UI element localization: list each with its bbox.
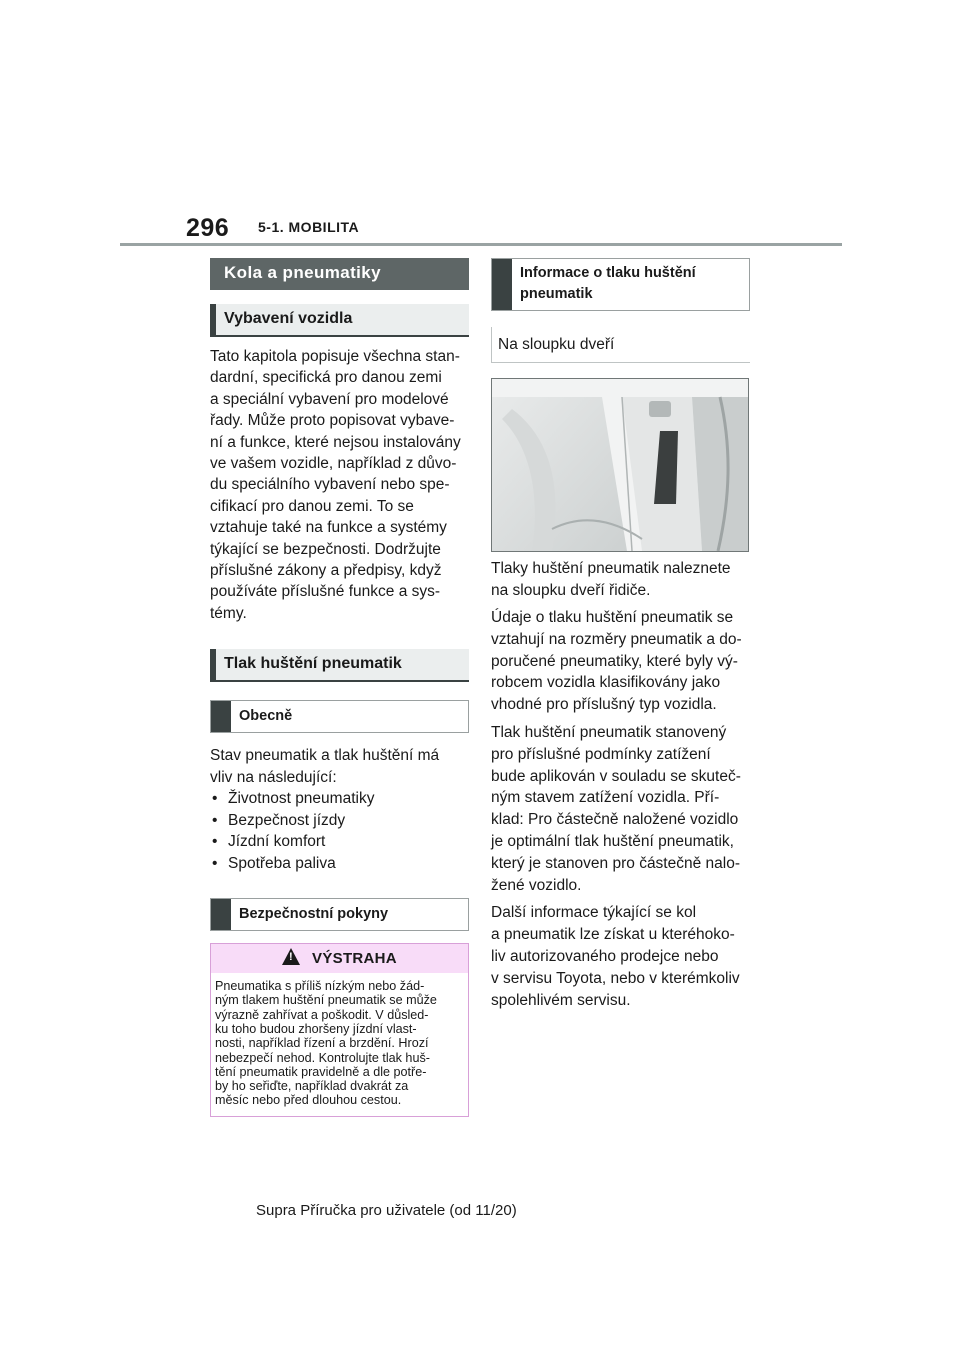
equipment-paragraph [210, 346, 469, 624]
text-line: vliv na následující: [210, 768, 337, 786]
text-line: ným tlakem huštění pneumatik se může [215, 993, 437, 1008]
list-item: • Spotřeba paliva [210, 853, 469, 875]
text-line: řady. Může proto popisovat vybave- [210, 412, 455, 430]
text-line: klad: Pro částečně naložené vozidlo [491, 811, 739, 829]
warning-title: VÝSTRAHA [312, 950, 397, 968]
text-line: nebezpečí nehod. Kontrolujte tlak huš- [215, 1050, 430, 1065]
text-line: bude aplikován v souladu se skuteč- [491, 767, 741, 785]
door-pillar-illustration [492, 379, 748, 551]
text-line: a speciální vybavení pro modelové [210, 390, 449, 408]
heading-safety: Bezpečnostní pokyny [210, 898, 469, 931]
subsection-heading-equipment: Vybavení vozidla [210, 304, 469, 337]
chapter-title: 5-1. MOBILITA [258, 219, 360, 235]
text-line: měsíc nebo před dlouhou cestou. [215, 1093, 402, 1108]
text-line: pro příslušné podmínky zatížení [491, 745, 711, 763]
subsection-heading-pressure: Tlak huštění pneumatik [210, 649, 469, 682]
text-line: Tato kapitola popisuje všechna stan- [210, 348, 460, 365]
right-column [491, 258, 750, 1011]
text-line: Tlak huštění pneumatik stanovený [491, 723, 727, 741]
door-pillar-subheading: Na sloupku dveří [491, 327, 750, 363]
text-line: du speciálního vybavení nebo spe- [210, 476, 450, 494]
text-line: Stav pneumatik a tlak huštění má [210, 747, 440, 765]
text-line: pneumatik [520, 286, 593, 302]
footer-text: Supra Příručka pro uživatele (od 11/20) [256, 1202, 517, 1219]
list-item: • Životnost pneumatiky [210, 788, 469, 810]
text-line: používáte příslušné funkce a sys- [210, 583, 441, 601]
text-line: spolehlivém servisu. [491, 991, 631, 1009]
text-line: ní a funkce, které nejsou instalovány [210, 433, 461, 451]
warning-triangle-icon [282, 948, 300, 965]
list-item: • Bezpečnost jízdy [210, 810, 469, 832]
left-column [210, 258, 469, 1117]
text-line: je optimální tlak huštění pneumatik, [491, 832, 734, 850]
text-line: žené vozidlo. [491, 876, 582, 894]
text-line: Další informace týkající se kol [491, 904, 697, 922]
text-line: by ho seřiďte, například dvakrát za [215, 1079, 409, 1094]
text-line: příslušné zákony a předpisy, když [210, 562, 442, 580]
text-line: ku toho budou zhoršeny jízdní vlast- [215, 1021, 417, 1036]
text-line: v servisu Toyota, nebo v kterémkoliv [491, 969, 740, 987]
more-info-paragraph [491, 902, 750, 1011]
text-line: Tlaky huštění pneumatik naleznete [491, 560, 731, 577]
warning-header [211, 944, 468, 973]
text-line: který je stanoven pro částečně nalo- [491, 854, 740, 872]
text-line: vztahuje také na funkce a systémy [210, 519, 447, 537]
text-line: ve vašem vozidle, například z důvo- [210, 455, 457, 473]
text-line: vhodné pro příslušný typ vozidla. [491, 696, 717, 714]
text-line: nosti, například řízení a brzdění. Hrozí [215, 1036, 429, 1051]
dimensions-paragraph [491, 607, 750, 716]
heading-pressure-info [491, 258, 750, 311]
warning-box [210, 943, 469, 1117]
text-line: vztahují na rozměry pneumatik a do- [491, 630, 742, 648]
page-number: 296 [186, 214, 230, 242]
text-line: témy. [210, 604, 247, 622]
load-paragraph [491, 722, 750, 896]
text-line: robcem vozidla klasifikovány jako [491, 674, 721, 692]
general-paragraph [210, 745, 469, 788]
heading-general: Obecně [210, 700, 469, 733]
warning-text [211, 973, 468, 1116]
text-line: cifikací pro danou zemi. To se [210, 497, 414, 515]
text-line: Údaje o tlaku huštění pneumatik se [491, 609, 734, 626]
text-line: na sloupku dveří řidiče. [491, 581, 651, 599]
section-heading: Kola a pneumatiky [210, 258, 469, 290]
effects-list [210, 788, 469, 874]
text-line: Informace o tlaku huštění [520, 265, 696, 281]
text-line: Pneumatika s příliš nízkým nebo žád- [215, 979, 425, 994]
text-line: týkající se bezpečnosti. Dodržujte [210, 540, 441, 558]
list-item: • Jízdní komfort [210, 831, 469, 853]
text-line: tění pneumatik pravidelně a dle potře- [215, 1064, 427, 1079]
text-line: výrazně zahřívat a poškodit. V důsled- [215, 1007, 429, 1022]
header-rule [120, 243, 842, 246]
caption-paragraph [491, 558, 750, 601]
text-line: poručené pneumatiky, které byly vý- [491, 652, 738, 670]
text-line: ným stavem zatížení vozidla. Pří- [491, 789, 720, 807]
text-line: a pneumatik lze získat u kteréhoko- [491, 926, 735, 944]
text-line: dardní, specifická pro danou zemi [210, 369, 442, 387]
text-line: liv autorizovaného prodejce nebo [491, 947, 719, 965]
door-pillar-image [491, 378, 749, 552]
